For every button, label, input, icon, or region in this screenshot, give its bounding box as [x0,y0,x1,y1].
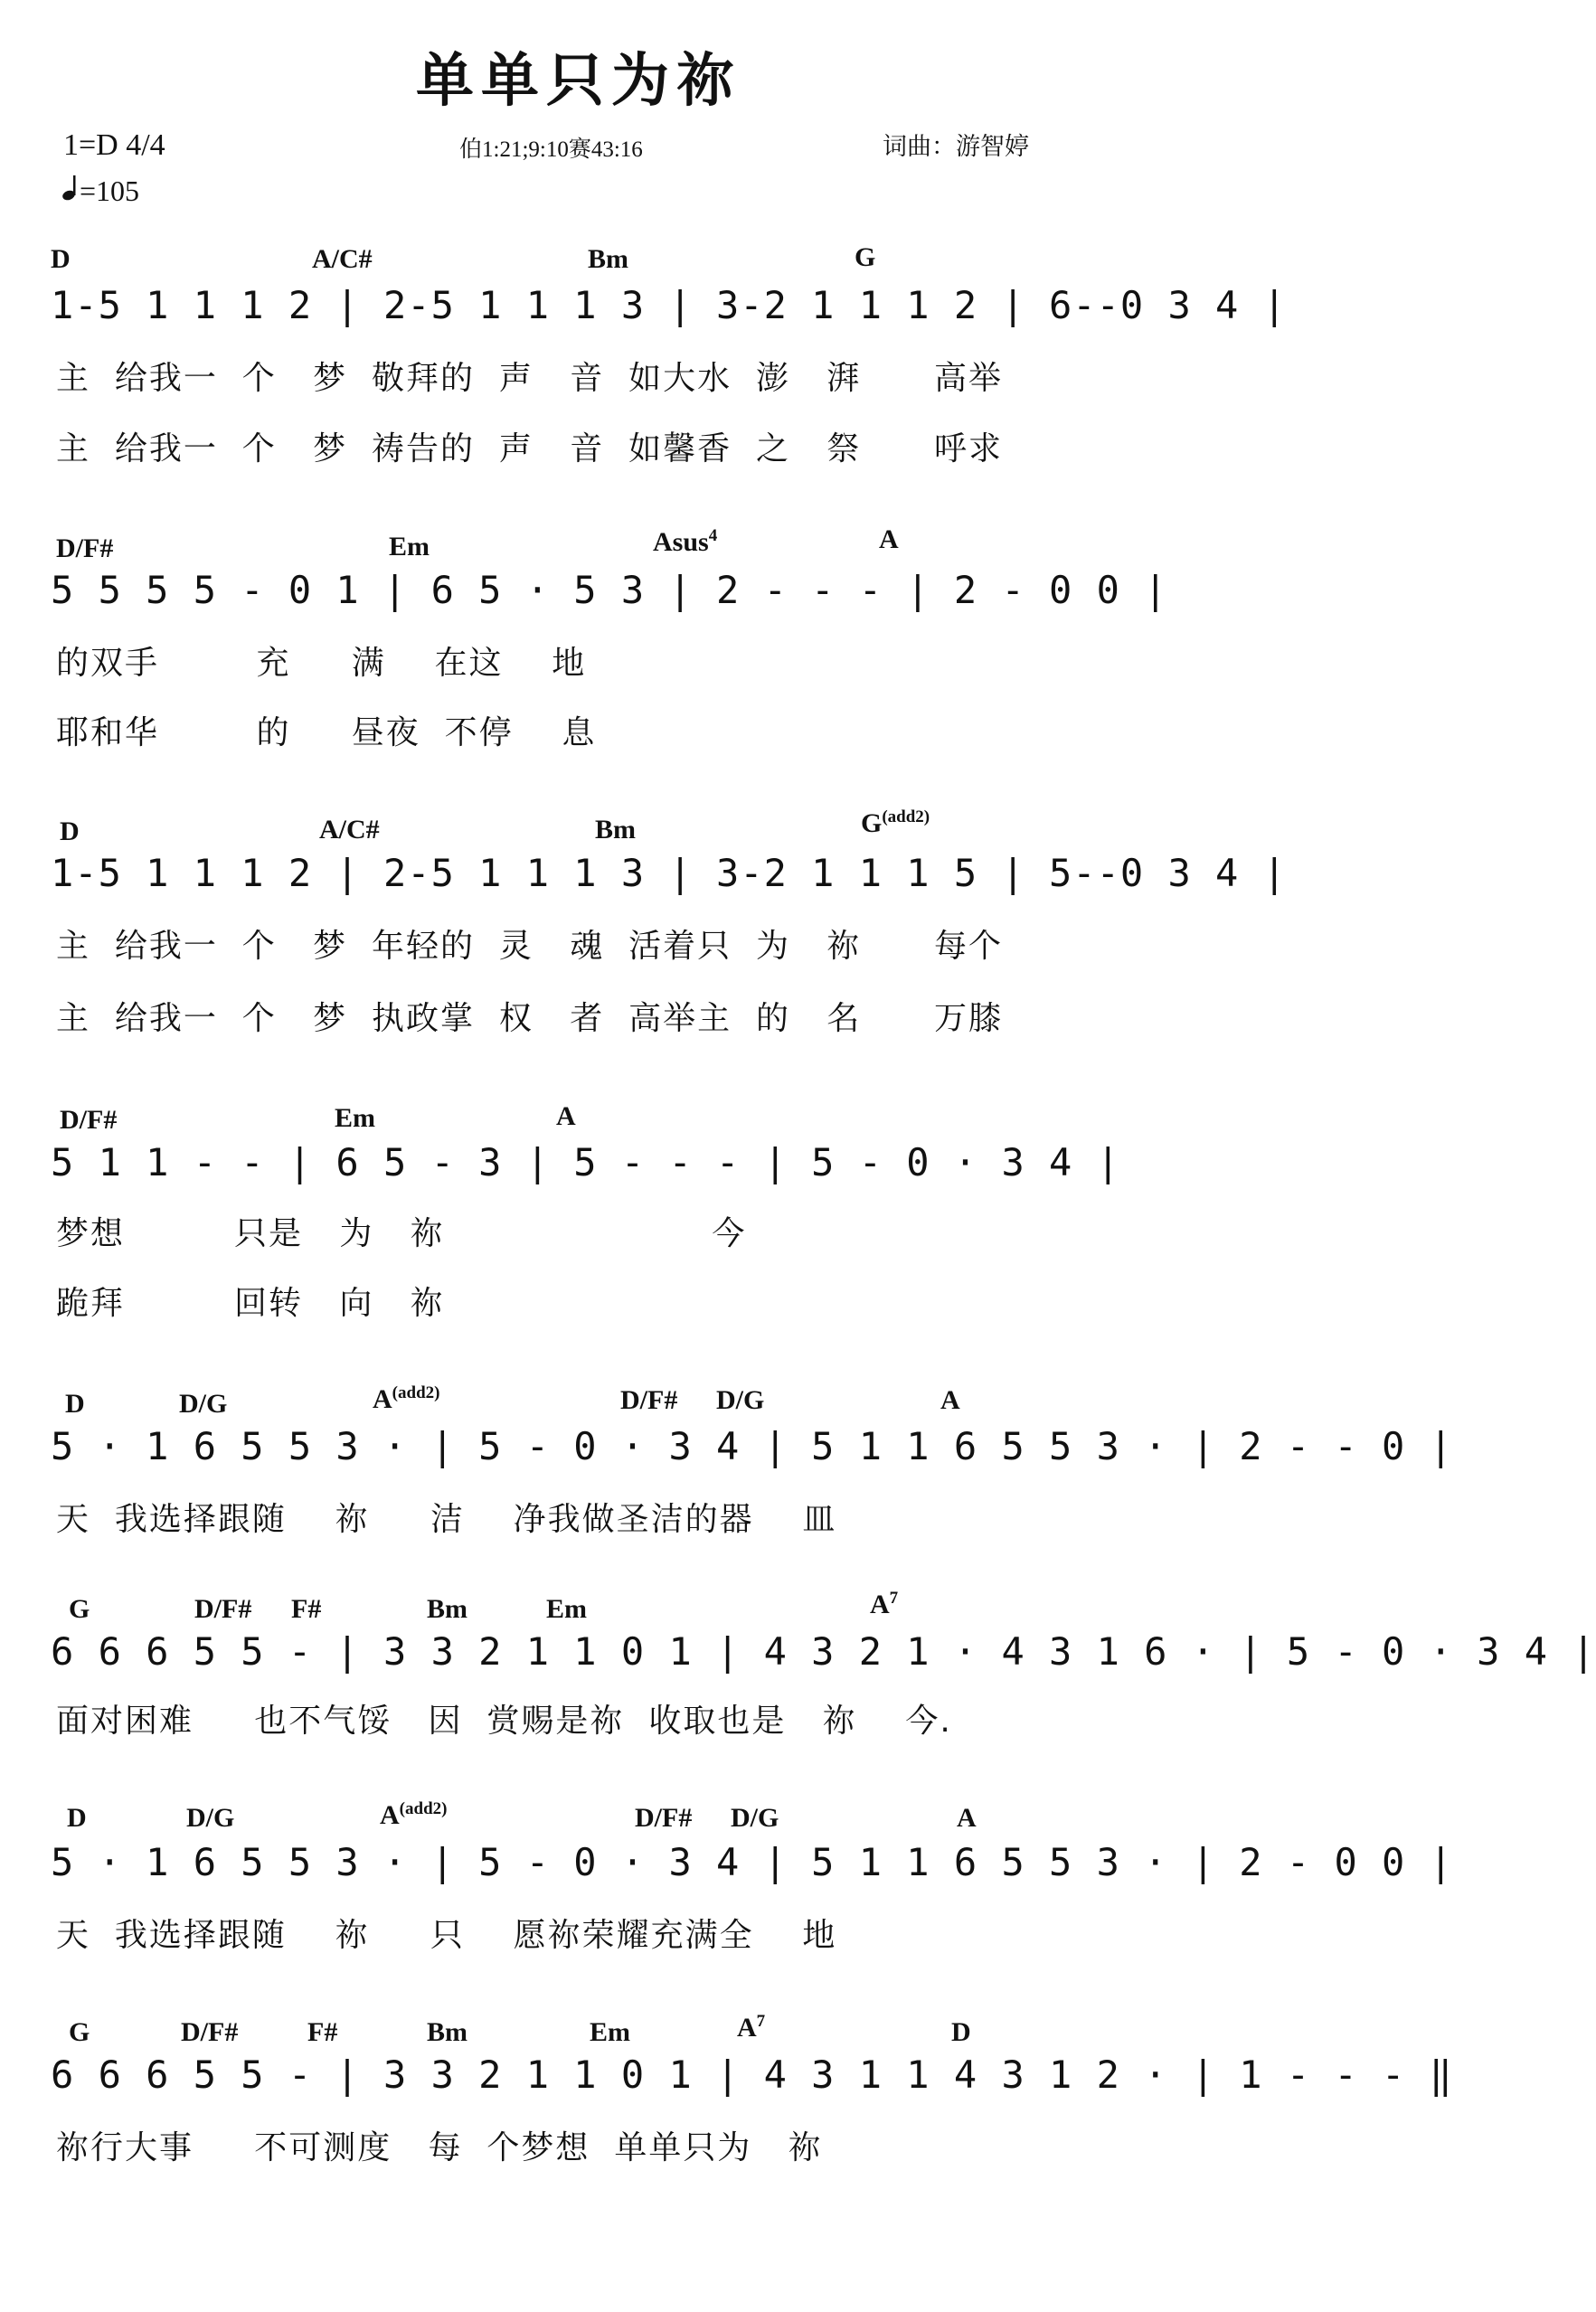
chord-symbol: A [957,1803,977,1833]
chord-symbol: Em [546,1594,587,1624]
chord-symbol: A/C# [312,244,373,274]
chord-symbol: $G^{(add2)}$ [861,807,930,838]
scripture-reference: 伯1:21;9:10赛43:16 [459,137,643,162]
chord-symbol: Bm [588,244,628,274]
chord-symbol: A/C# [319,815,380,845]
jianpu-notation-line: 5 1 1 - - | 6 5 - 3 | 5 - - - | 5 - 0 · 3 4 | [51,1140,1120,1184]
chord-symbol: D [67,1803,87,1833]
chord-symbol: D/F# [620,1385,678,1415]
jianpu-notation-line: 6 6 6 5 5 - | 3 3 2 1 1 0 1 | 4 3 2 1 · 4 3 1 6 · | 5 - 0 · 3 4 | [51,1629,1596,1674]
chord-symbol: Em [590,2017,630,2047]
jianpu-notation-line: 5 · 1 6 5 5 3 · | 5 - 0 · 3 4 | 5 1 1 6 5 5 3 · | 2 - - 0 | [51,1424,1453,1468]
chord-symbol: $A^{(add2)}$ [373,1383,440,1414]
chord-symbol: $A^7$ [737,2012,766,2043]
lyricist-composer-credit: 词曲：游智婷 [883,133,1029,160]
lyric-line: 梦想 只是 为 祢 今 [56,1215,747,1252]
chord-symbol: D [51,244,71,274]
chord-symbol: Bm [427,1594,467,1624]
lyric-line: 的双手 充 满 在这 地 [56,645,587,682]
tempo-marking [61,174,139,208]
jianpu-notation-line: 5 5 5 5 - 0 1 | 6 5 · 5 3 | 2 - - - | 2 - 0 0 | [51,568,1168,612]
chord-symbol: G [69,1594,90,1624]
chord-symbol: F# [307,2017,338,2047]
chord-symbol: Bm [595,815,636,845]
chord-symbol: A [556,1101,576,1131]
chord-symbol: D/F# [181,2017,239,2047]
chord-symbol: D/G [186,1803,235,1833]
jianpu-notation-line: 5 · 1 6 5 5 3 · | 5 - 0 · 3 4 | 5 1 1 6 5 5 3 · | 2 - 0 0 | [51,1840,1453,1884]
chord-symbol: D/F# [194,1594,252,1624]
chord-symbol: D/G [179,1389,228,1419]
chord-symbol: $A^7$ [870,1589,899,1619]
chord-symbol: D [951,2017,971,2047]
chord-symbol: Em [389,532,430,561]
lyric-line: 祢行大事 不可测度 每 个梦想 单单只为 祢 [56,2129,823,2166]
quarter-note-icon [61,174,80,201]
jianpu-notation-line: 1-5 1 1 1 2 | 2-5 1 1 1 3 | 3-2 1 1 1 2 | 6--0 3 4 | [51,283,1287,327]
song-title: 单单只为祢 [416,47,741,115]
chord-symbol: Em [335,1103,375,1133]
lyric-line: 主 给我一 个 梦 执政掌 权 者 高举主 的 名 万膝 [56,1000,1003,1037]
lyric-line: 主 给我一 个 梦 敬拜的 声 音 如大水 澎 湃 高举 [56,360,1003,397]
key-signature: 1=D 4/4 [63,128,165,162]
chord-symbol: A [940,1385,960,1415]
lyric-line: 主 给我一 个 梦 祷告的 声 音 如馨香 之 祭 呼求 [56,430,1003,467]
chord-symbol: D/G [716,1385,765,1415]
lyric-line: 天 我选择跟随 祢 洁 净我做圣洁的器 皿 [56,1501,837,1538]
chord-symbol: D/G [731,1803,779,1833]
chord-symbol: F# [291,1594,322,1624]
chord-symbol: D [60,816,80,846]
chord-symbol: D/F# [635,1803,693,1833]
jianpu-notation-line: 6 6 6 5 5 - | 3 3 2 1 1 0 1 | 4 3 1 1 4 3 1 2 · | 1 - - - ‖ [51,2052,1453,2097]
lyric-line: 跪拜 回转 向 祢 [56,1285,445,1322]
jianpu-notation-line: 1-5 1 1 1 2 | 2-5 1 1 1 3 | 3-2 1 1 1 5 | 5--0 3 4 | [51,851,1287,895]
lyric-line: 天 我选择跟随 祢 只 愿祢荣耀充满全 地 [56,1917,837,1954]
chord-symbol: Bm [427,2017,467,2047]
chord-symbol: $A^{(add2)}$ [380,1799,448,1830]
tempo-value: =105 [80,175,140,207]
lyric-line: 耶和华 的 昼夜 不停 息 [56,714,597,751]
chord-symbol: A [879,524,899,554]
chord-symbol: G [69,2017,90,2047]
chord-symbol: Asus$^4$ [653,526,718,557]
lyric-line: 面对困难 也不气馁 因 赏赐是祢 收取也是 祢 今. [56,1703,952,1740]
chord-symbol: D/F# [56,533,114,563]
chord-symbol: D/F# [60,1105,118,1135]
chord-symbol: G [855,242,876,272]
lyric-line: 主 给我一 个 梦 年轻的 灵 魂 活着只 为 祢 每个 [56,928,1003,965]
chord-symbol: D [65,1389,85,1419]
